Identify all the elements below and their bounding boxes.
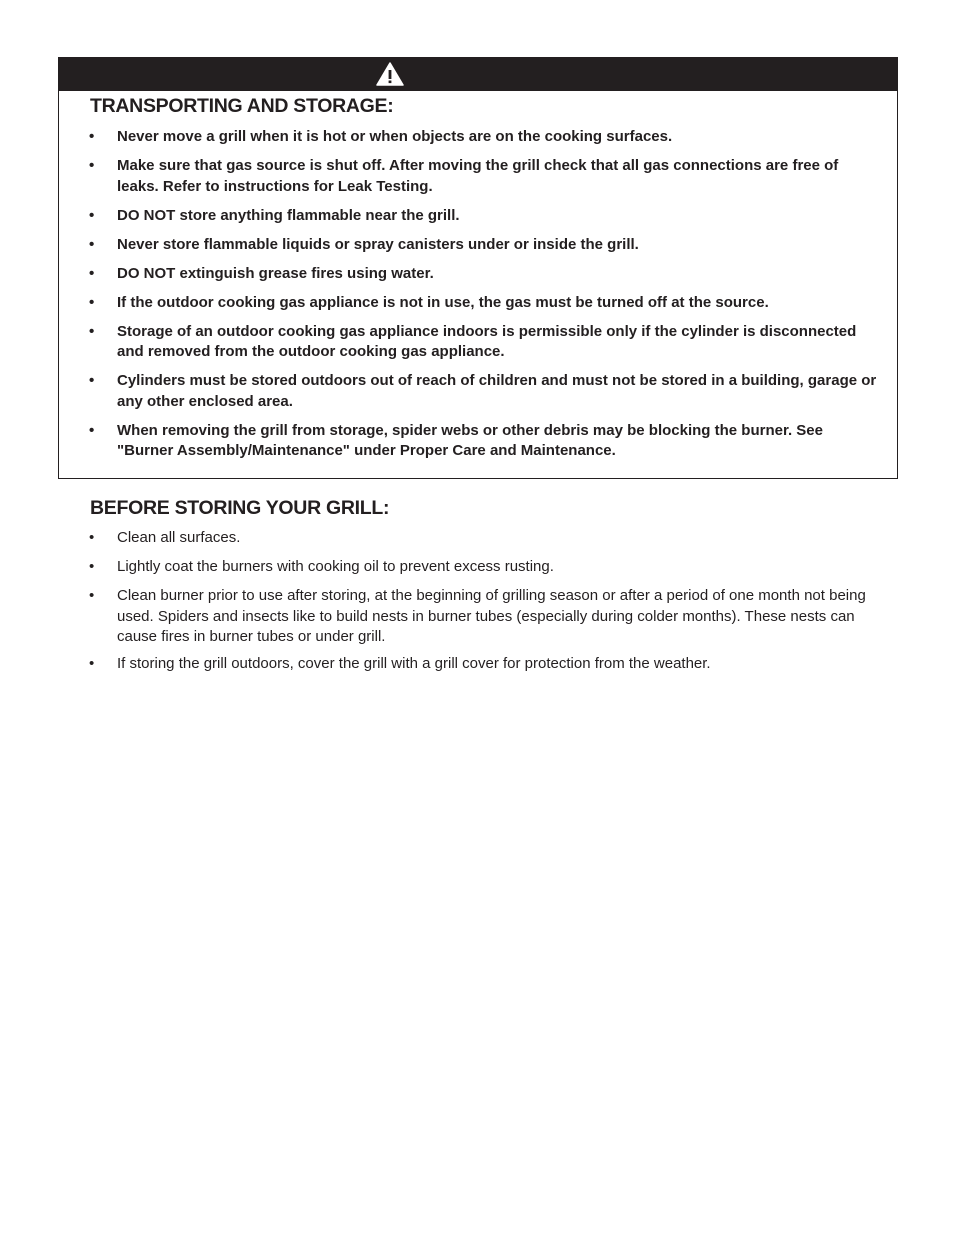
section-title-transporting-storage: TRANSPORTING AND STORAGE: — [90, 95, 394, 117]
list-item-text: Clean all surfaces. — [117, 529, 241, 546]
bullet: • — [89, 264, 95, 282]
section-title-before-storing: BEFORE STORING YOUR GRILL: — [90, 497, 390, 519]
bullet: • — [89, 235, 95, 253]
list-item-text: When removing the grill from storage, spider webs or other debris may be blocking the burner. See "Burner Assembly/Maintenance" under Proper Care and Maintenance. — [117, 421, 823, 459]
bullet: • — [89, 558, 95, 575]
bullet: • — [89, 587, 95, 604]
bullet: • — [89, 529, 95, 546]
bullet: • — [89, 654, 95, 672]
list-item-text: If the outdoor cooking gas appliance is not in use, the gas must be turned off at the source. — [117, 293, 769, 311]
list-item-text: Cylinders must be stored outdoors out of reach of children and must not be stored in a building, garage or any other enclosed area. — [117, 372, 877, 410]
list-item — [89, 322, 879, 363]
list-item-text: DO NOT extinguish grease fires using water. — [117, 264, 434, 282]
warning-banner — [59, 58, 897, 91]
list-item — [89, 654, 879, 675]
list-item-text: Make sure that gas source is shut off. After moving the grill check that all gas connections are free of leaks. Refer to instructions for Leak Testing. — [117, 157, 839, 195]
list-item — [89, 206, 879, 227]
warning-triangle-icon — [375, 61, 405, 87]
list-item-text: Lightly coat the burners with cooking oil to prevent excess rusting. — [117, 558, 554, 575]
bullet: • — [89, 157, 95, 174]
before-storing-list — [89, 528, 879, 683]
list-item-text: Never store flammable liquids or spray canisters under or inside the grill. — [117, 235, 639, 253]
list-item-text: Clean burner prior to use after storing, at the beginning of grilling season or after a period of one month not being used. Spiders and insects like to build nests in burner tubes (especially during colder months). These nests can cause fires in burner tubes or under grill. — [117, 587, 866, 645]
list-item — [89, 557, 879, 578]
list-item — [89, 156, 879, 197]
list-item — [89, 421, 879, 462]
bullet: • — [89, 421, 95, 439]
bullet: • — [89, 128, 95, 145]
bullet: • — [89, 293, 95, 311]
list-item — [89, 586, 879, 648]
list-item — [89, 528, 879, 549]
list-item — [89, 235, 879, 256]
list-item-text: DO NOT store anything flammable near the grill. — [117, 206, 460, 224]
bullet: • — [89, 206, 95, 224]
list-item — [89, 127, 879, 148]
list-item-text: Storage of an outdoor cooking gas appliance indoors is permissible only if the cylinder is disconnected and removed from the outdoor cooking gas appliance. — [117, 322, 857, 360]
transporting-storage-list — [89, 127, 879, 470]
bullet: • — [89, 322, 95, 340]
bullet: • — [89, 372, 95, 389]
list-item — [89, 371, 879, 412]
list-item-text: Never move a grill when it is hot or when objects are on the cooking surfaces. — [117, 128, 673, 145]
list-item — [89, 293, 879, 314]
list-item — [89, 264, 879, 285]
list-item-text: If storing the grill outdoors, cover the grill with a grill cover for protection from the weather. — [117, 654, 711, 672]
